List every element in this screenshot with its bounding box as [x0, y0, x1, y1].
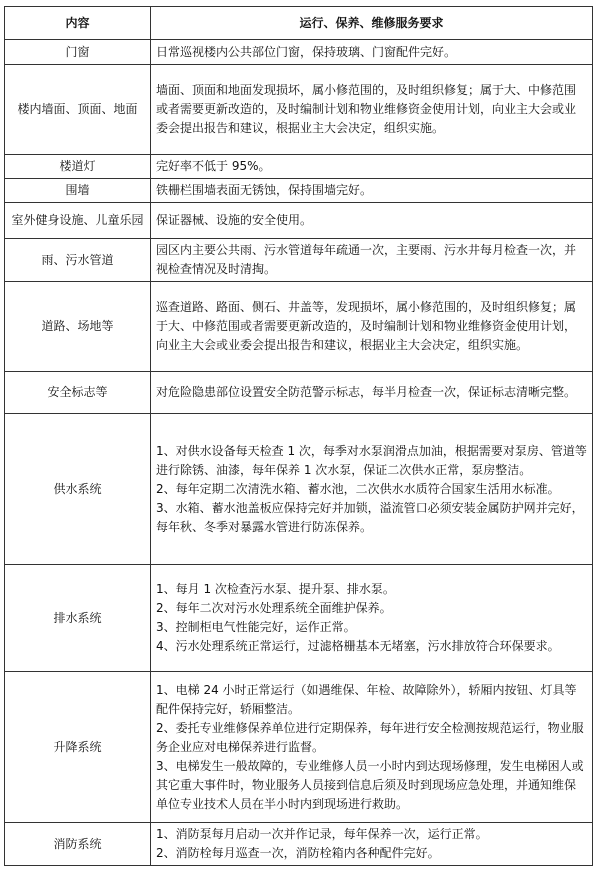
table-row: [5, 179, 593, 203]
row-item-label: 安全标志等: [5, 372, 151, 414]
requirement-line: 铁栅栏围墙表面无锈蚀，保持围墙完好。: [156, 183, 373, 197]
row-requirement: [151, 65, 593, 155]
row-item-label: 升降系统: [5, 672, 151, 823]
table-row: [5, 372, 593, 414]
table-row: [5, 203, 593, 239]
table-row: [5, 65, 593, 155]
table-row: [5, 40, 593, 65]
table-row: [5, 823, 593, 866]
row-item-label: 供水系统: [5, 414, 151, 565]
row-requirement: [151, 40, 593, 65]
table-header-row: [5, 7, 593, 40]
requirement-line: 1、电梯 24 小时正常运行（如遇维保、年检、故障除外），轿厢内按钮、灯具等配件保持完好，轿厢整洁。: [156, 682, 577, 716]
requirement-line: 3、水箱、蓄水池盖板应保持完好并加锁，溢流管口必须安装金属防护网并完好，每年秋、冬季对暴露水管进行防冻保养。: [156, 500, 584, 534]
row-requirement: [151, 239, 593, 282]
row-requirement: [151, 372, 593, 414]
table-row: [5, 155, 593, 179]
requirement-line: 对危险隐患部位设置安全防范警示标志，每半月检查一次，保证标志清晰完整。: [156, 385, 577, 399]
table-body: [5, 40, 593, 866]
table-row: [5, 565, 593, 672]
requirement-line: 墙面、顶面和地面发现损坏，属小修范围的，及时组织修复；属于大、中修范围或者需要更新改造的，及时编制计划和物业维修资金使用计划，向业主大会或业委会提出报告和建议，根据业主大会决定，组织实施。: [156, 83, 577, 135]
requirement-line: 2、委托专业维修保养单位进行定期保养，每年进行安全检测按规范运行，物业服务企业应对电梯保养进行监督。: [156, 720, 584, 754]
requirement-line: 2、每年定期二次清洗水箱、蓄水池，二次供水水质符合国家生活用水标准。: [156, 481, 560, 496]
row-requirement: [151, 155, 593, 179]
row-item-label: 雨、污水管道: [5, 239, 151, 282]
requirement-line: 日常巡视楼内公共部位门窗，保持玻璃、门窗配件完好。: [156, 44, 457, 59]
row-requirement: [151, 179, 593, 203]
requirement-line: 保证器械、设施的安全使用。: [156, 213, 313, 227]
requirement-line: 1、对供水设备每天检查 1 次，每季对水泵润滑点加油，根据需要对泵房、管道等进行除锈、油漆，每年保养 1 次水泵，保证二次供水正常，泵房整洁。: [156, 443, 587, 477]
requirement-line: 4、污水处理系统正常运行，过滤格栅基本无堵塞，污水排放符合环保要求。: [156, 639, 560, 653]
requirement-line: 2、消防栓每月巡查一次，消防栓箱内各种配件完好。: [156, 846, 440, 860]
table-row: [5, 239, 593, 282]
row-item-label: 消防系统: [5, 823, 151, 866]
row-requirement: [151, 203, 593, 239]
header-item: 内容: [5, 7, 151, 40]
row-item-label: 道路、场地等: [5, 282, 151, 372]
row-item-label: 围墙: [5, 179, 151, 203]
row-item-label: 楼内墙面、顶面、地面: [5, 65, 151, 155]
row-requirement: [151, 282, 593, 372]
row-item-label: 排水系统: [5, 565, 151, 672]
row-requirement: [151, 823, 593, 866]
table-row: [5, 282, 593, 372]
row-item-label: 楼道灯: [5, 155, 151, 179]
row-item-label: 室外健身设施、儿童乐园: [5, 203, 151, 239]
service-requirements-table: [4, 6, 593, 866]
table-row: [5, 414, 593, 565]
requirement-line: 完好率不低于 95%。: [156, 159, 271, 173]
requirement-line: 1、消防泵每月启动一次并作记录，每年保养一次，运行正常。: [156, 827, 488, 841]
table-row: [5, 672, 593, 823]
requirement-line: 园区内主要公共雨、污水管道每年疏通一次，主要雨、污水井每月检查一次，并视检查情况及时清掏。: [156, 243, 577, 276]
requirement-line: 2、每年二次对污水处理系统全面维护保养。: [156, 601, 392, 615]
requirement-line: 1、每月 1 次检查污水泵、提升泵、排水泵。: [156, 582, 395, 596]
row-requirement: [151, 414, 593, 565]
requirement-line: 3、控制柜电气性能完好，运作正常。: [156, 620, 356, 634]
row-requirement: [151, 565, 593, 672]
requirement-line: 3、电梯发生一般故障的，专业维修人员一小时内到达现场修理，发生电梯困人或其它重大事件时，物业服务人员接到信息后须及时到现场应急处理，并通知维保单位专业技术人员在半小时内到现场进行救助。: [156, 758, 584, 811]
row-item-label: 门窗: [5, 40, 151, 65]
row-requirement: [151, 672, 593, 823]
requirement-line: 巡查道路、路面、侧石、井盖等，发现损坏，属小修范围的，及时组织修复；属于大、中修范围或者需要更新改造的，及时编制计划和物业维修资金使用计划，向业主大会或业委会提出报告和建议，根据业主大会决定，组织实施。: [156, 300, 577, 352]
header-requirement: 运行、保养、维修服务要求: [151, 7, 593, 40]
